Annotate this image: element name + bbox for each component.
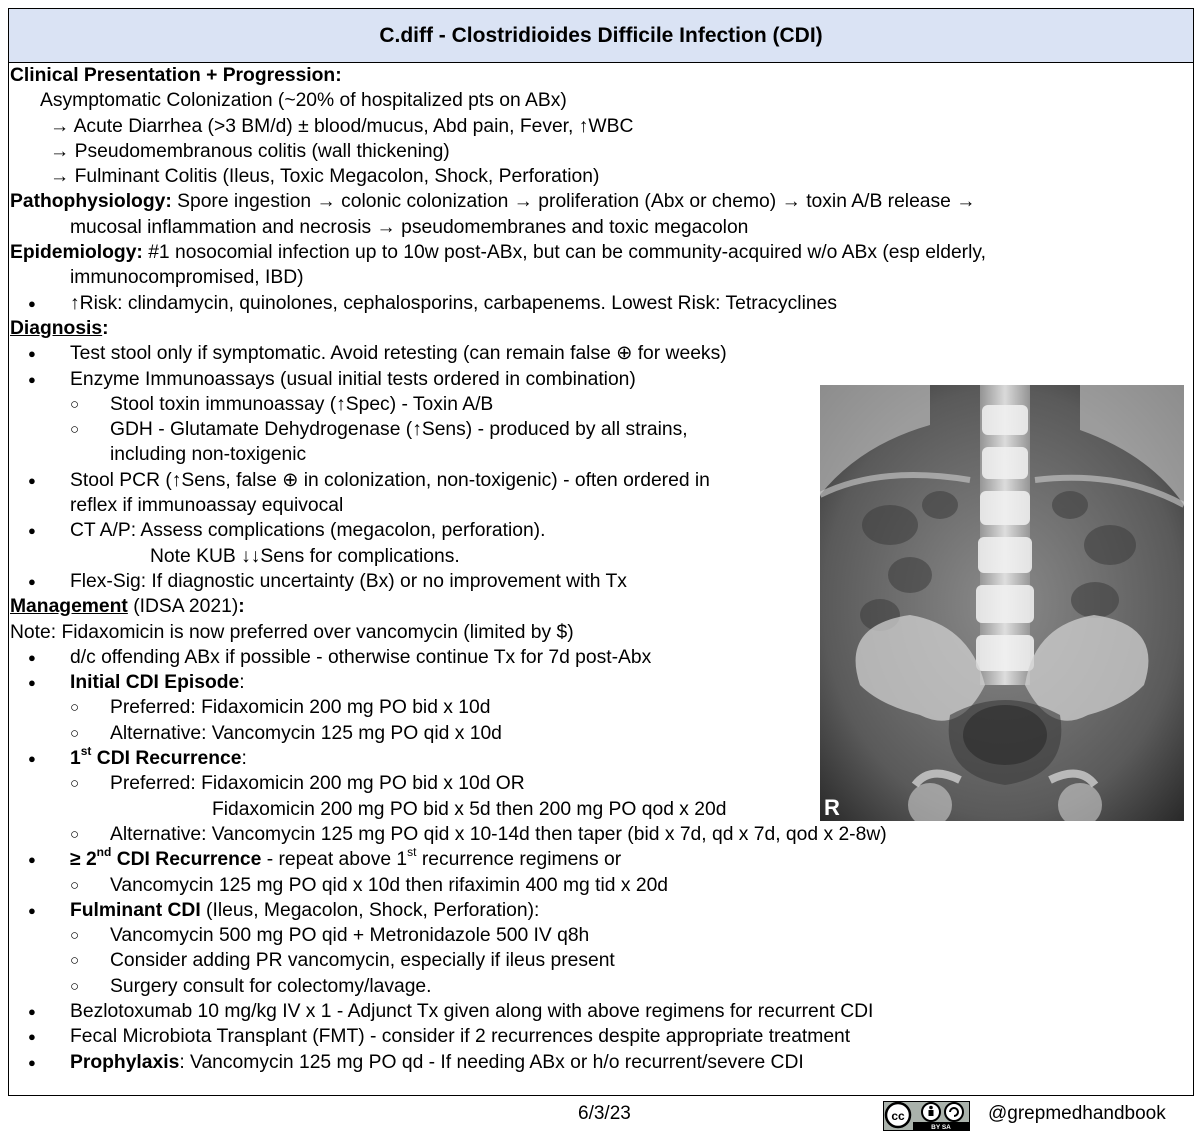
abdominal-xray-image (820, 385, 1184, 821)
management-sub-bullet: ○ Vancomycin 125 mg PO qid x 10d then rifaximin 400 mg tid x 20d (10, 873, 1194, 898)
first-recurrence: ● 1st CDI Recurrence: (10, 746, 1194, 771)
presentation-line: Asymptomatic Colonization (~20% of hospitalized pts on ABx) (40, 90, 567, 112)
epidemiology-text: #1 nosocomial infection up to 10w post-ABx, but can be community-acquired w/o ABx (esp elderly, (142, 242, 986, 264)
presentation-line: → Pseudomembranous colitis (wall thickening) (50, 140, 450, 162)
management-bullet: ● Fecal Microbiota Transplant (FMT) - consider if 2 recurrences despite appropriate treatment (10, 1024, 1194, 1049)
footer-date: 6/3/23 (578, 1103, 631, 1124)
diagnosis-heading: Diagnosis: (10, 317, 109, 339)
epidemiology-label: Epidemiology: (10, 242, 143, 264)
diagnosis-bullet-cont: Note KUB ↓↓Sens for complications. (150, 545, 460, 567)
management-sub-bullet: ○ Preferred: Fidaxomicin 200 mg PO bid x 10d (10, 695, 1194, 720)
diagnosis-sub-bullet-cont: including non-toxigenic (110, 444, 307, 466)
prophylaxis: ● Prophylaxis: Vancomycin 125 mg PO qd - If needing ABx or h/o recurrent/severe CDI (10, 1050, 1194, 1075)
xray-drawing (820, 385, 1184, 821)
diagnosis-sub-bullet: ○ GDH - Glutamate Dehydrogenase (↑Sens) - produced by all strains, (10, 417, 1194, 442)
cc-by-sa-icon (883, 1101, 970, 1131)
presentation-heading: Clinical Presentation + Progression: (10, 65, 342, 86)
pathophysiology-label: Pathophysiology: (10, 191, 172, 213)
epidemiology-cont: immunocompromised, IBD) (70, 267, 304, 289)
management-heading: Management (IDSA 2021): (10, 596, 245, 618)
presentation-line: → Fulminant Colitis (Ileus, Toxic Megacolon, Shock, Perforation) (50, 166, 600, 188)
pathophysiology (10, 189, 1194, 214)
management-sub-bullet: ○ Preferred: Fidaxomicin 200 mg PO bid x 10d OR (10, 771, 1194, 796)
diagnosis-bullet: ● Test stool only if symptomatic. Avoid retesting (can remain false ⊕ for weeks) (10, 341, 1194, 366)
diagnosis-bullet-cont: reflex if immunoassay equivocal (70, 495, 344, 517)
diagnosis-sub-bullet: ○ Stool toxin immunoassay (↑Spec) - Toxin A/B (10, 392, 1194, 417)
second-recurrence: ● ≥ 2nd CDI Recurrence - repeat above 1st recurrence regimens or (10, 847, 1194, 872)
pathophysiology-text: Spore ingestion → colonic colonization → proliferation (Abx or chemo) → toxin A/B release → (171, 191, 976, 213)
initial-episode: ● Initial CDI Episode: (10, 670, 1194, 695)
management-note: Note: Fidaxomicin is now preferred over vancomycin (limited by $) (10, 621, 574, 643)
page-title: C.diff - Clostridioides Difficile Infection (CDI) (9, 9, 1193, 63)
management-bullet: ● Bezlotoxumab 10 mg/kg IV x 1 - Adjunct Tx given along with above regimens for recurrent CDI (10, 999, 1194, 1024)
diagnosis-bullet: ● Flex-Sig: If diagnostic uncertainty (Bx) or no improvement with Tx (10, 569, 1194, 594)
epidemiology (10, 240, 1194, 265)
management-sub-bullet: ○ Alternative: Vancomycin 125 mg PO qid x 10d (10, 721, 1194, 746)
risk-bullet: ● ↑Risk: clindamycin, quinolones, cephalosporins, carbapenems. Lowest Risk: Tetracyclines (10, 291, 1194, 316)
management-sub-bullet: ○ Vancomycin 500 mg PO qid + Metronidazole 500 IV q8h (10, 923, 1194, 948)
diagnosis-bullet: ● CT A/P: Assess complications (megacolon, perforation). (10, 518, 1194, 543)
presentation-line: → Acute Diarrhea (>3 BM/d) ± blood/mucus, Abd pain, Fever, ↑WBC (50, 115, 634, 137)
xray-side-marker: R (824, 795, 840, 820)
management-sub-bullet: ○ Consider adding PR vancomycin, especially if ileus present (10, 948, 1194, 973)
management-sub-bullet-cont: Fidaxomicin 200 mg PO bid x 5d then 200 mg PO qod x 20d (212, 798, 727, 820)
pathophysiology-cont: mucosal inflammation and necrosis → pseudomembranes and toxic megacolon (70, 216, 749, 238)
cc-license-label: BY SA (931, 1124, 951, 1131)
cc-license-badge[interactable] (883, 1101, 970, 1131)
fulminant-cdi: ● Fulminant CDI (Ileus, Megacolon, Shock, Perforation): (10, 898, 1194, 923)
management-sub-bullet: ○ Surgery consult for colectomy/lavage. (10, 974, 1194, 999)
management-bullet: ● d/c offending ABx if possible - otherwise continue Tx for 7d post-Abx (10, 645, 1194, 670)
diagnosis-bullet: ● Stool PCR (↑Sens, false ⊕ in colonization, non-toxigenic) - often ordered in (10, 468, 1194, 493)
author-handle[interactable]: @grepmedhandbook (988, 1103, 1166, 1124)
diagnosis-bullet: ● Enzyme Immunoassays (usual initial tests ordered in combination) (10, 367, 1194, 392)
svg-text:cc: cc (891, 1109, 905, 1123)
management-sub-bullet: ○ Alternative: Vancomycin 125 mg PO qid x 10-14d then taper (bid x 7d, qd x 7d, qod x 2-8w) (10, 822, 1194, 847)
